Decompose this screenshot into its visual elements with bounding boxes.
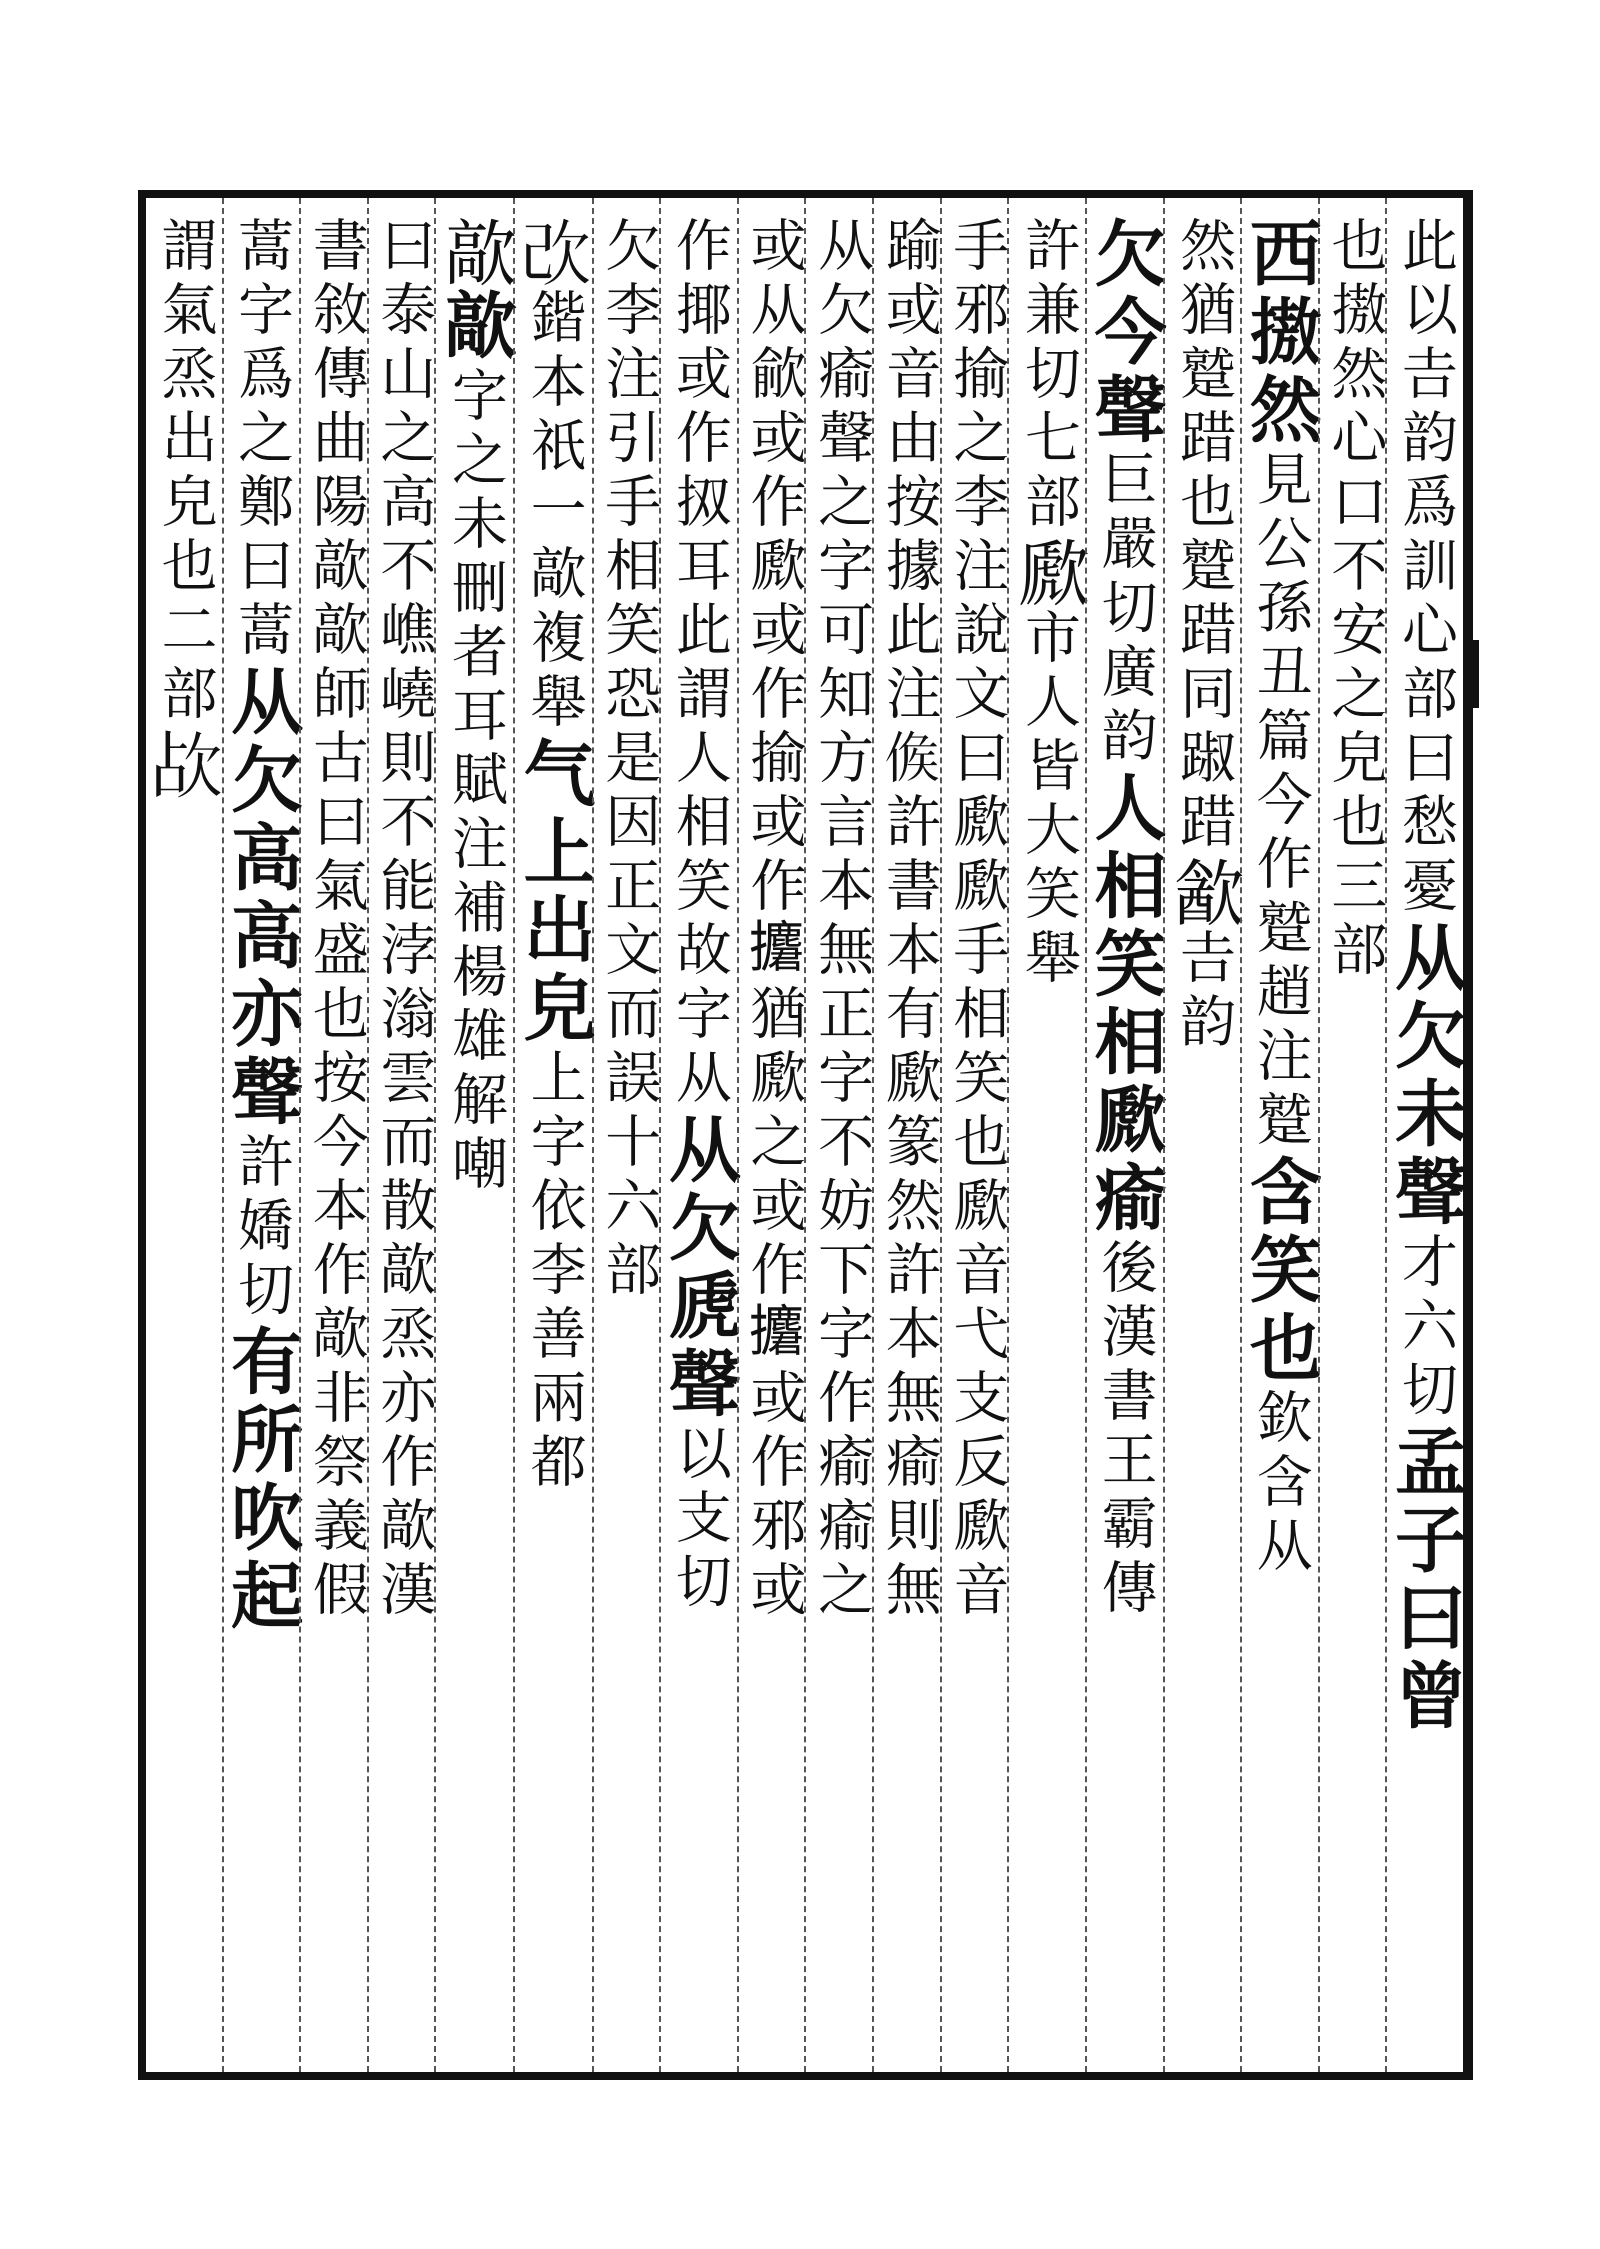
commentary-text: 然猶蹵踖也蹵踖同踧踖	[1171, 216, 1237, 856]
headword-text: 孟子曰曾	[1383, 1424, 1468, 1736]
headword-text: 西𢳆然	[1237, 216, 1323, 450]
headword-text: 从欠未聲	[1383, 920, 1468, 1232]
commentary-text: 或从歈或作歋或作揄或作𢹲猶歋之或作𢹲或作邪或	[741, 216, 807, 1624]
commentary-text: 𠮷韵	[1171, 928, 1237, 1056]
text-column	[1237, 198, 1323, 2072]
commentary-text: 賦注補楊雄解嘲	[443, 750, 508, 1198]
text-column	[1005, 198, 1090, 2072]
commentary-text: 字之未刪者耳	[443, 366, 508, 750]
commentary-text: 許嬌切	[229, 1132, 295, 1324]
text-column	[299, 198, 367, 2072]
text-column	[219, 198, 305, 2072]
commentary-text: 鍇本祇一歊複舉	[521, 288, 587, 736]
commentary-text: 欽含从	[1247, 1388, 1313, 1580]
commentary-text: 作揶或作㧐耳此謂人相笑故字从	[666, 216, 732, 1112]
commentary-text: 書敘傳曲陽歊歊師古曰氣盛也按今本作歊非祭義假	[303, 216, 369, 1624]
commentary-text: 市人皆大笑舉	[1015, 608, 1081, 992]
commentary-text: 从欠瘉聲之字可知方言本無正字不妨下字作瘉瘉之	[809, 216, 875, 1624]
text-column	[1383, 198, 1468, 2072]
commentary-text: 手邪揄之李注說文曰歋歋手相笑也歋音弋支反歋音	[944, 216, 1010, 1624]
text-column	[367, 198, 435, 2072]
commentary-text: 謂氣烝出皃也	[152, 216, 218, 600]
seal-script-glyph: 㱃	[1161, 856, 1246, 928]
commentary-text: 後漢書王霸傳	[1092, 1238, 1158, 1622]
headword-text: 从欠虒聲	[656, 1112, 742, 1424]
commentary-text: 蒿字爲之鄭曰蒿	[229, 216, 295, 664]
commentary-text: 欠李注引手相笑恐是因正文而誤	[596, 216, 662, 1112]
margin-tab-mark	[1466, 640, 1479, 708]
commentary-text: 見公孫丑篇今作蹵趙注蹵	[1247, 450, 1313, 1154]
text-column	[804, 198, 875, 2072]
commentary-text: 以支切	[666, 1424, 732, 1616]
text-column	[737, 198, 805, 2072]
text-column	[940, 198, 1008, 2072]
headword-text: 含笑也	[1237, 1154, 1323, 1388]
text-column	[1318, 198, 1386, 2072]
text-column	[1161, 198, 1246, 2072]
headword-text: 欠今聲	[1082, 216, 1168, 450]
text-column	[656, 198, 742, 2072]
headword-text: 从欠高高亦聲	[219, 664, 305, 1132]
commentary-text: 才六切	[1393, 1232, 1458, 1424]
text-column	[872, 198, 940, 2072]
text-column	[433, 198, 518, 2072]
text-column	[511, 198, 597, 2072]
text-columns	[142, 198, 1468, 2072]
headword-text: 有所吹起	[219, 1324, 305, 1636]
seal-script-glyph: 歋	[1005, 536, 1090, 608]
commentary-text: 巨嚴切廣韵	[1092, 450, 1158, 770]
headword-text: 歊	[433, 288, 518, 366]
commentary-text: 二部	[152, 600, 218, 728]
seal-script-glyph: 歊	[433, 216, 517, 288]
text-column	[142, 198, 227, 2072]
headword-text: 气上出皃	[511, 736, 597, 1048]
text-column	[1082, 198, 1168, 2072]
text-column	[592, 198, 660, 2072]
commentary-text: 十六部	[596, 1112, 662, 1304]
seal-script-glyph: 𣢤	[142, 728, 227, 800]
commentary-text: 許兼切七部	[1015, 216, 1081, 536]
commentary-text: 上字依李善兩都	[521, 1048, 587, 1496]
commentary-text: 曰泰山之高不嶕嶢則不能浡滃雲而散歊烝亦作歊漢	[371, 216, 437, 1624]
commentary-text: 三部	[1322, 856, 1388, 984]
headword-text: 人相笑相歋瘉	[1082, 770, 1168, 1238]
commentary-text: 也𢳆然心口不安之皃也	[1322, 216, 1388, 856]
commentary-text: 踰或音由按據此注𠊱許書本有歋篆然許本無瘉則無	[876, 216, 942, 1624]
seal-script-glyph: 𣢇	[511, 216, 596, 288]
commentary-text: 此以𠮷韵爲訓心部曰愁憂	[1393, 216, 1458, 920]
